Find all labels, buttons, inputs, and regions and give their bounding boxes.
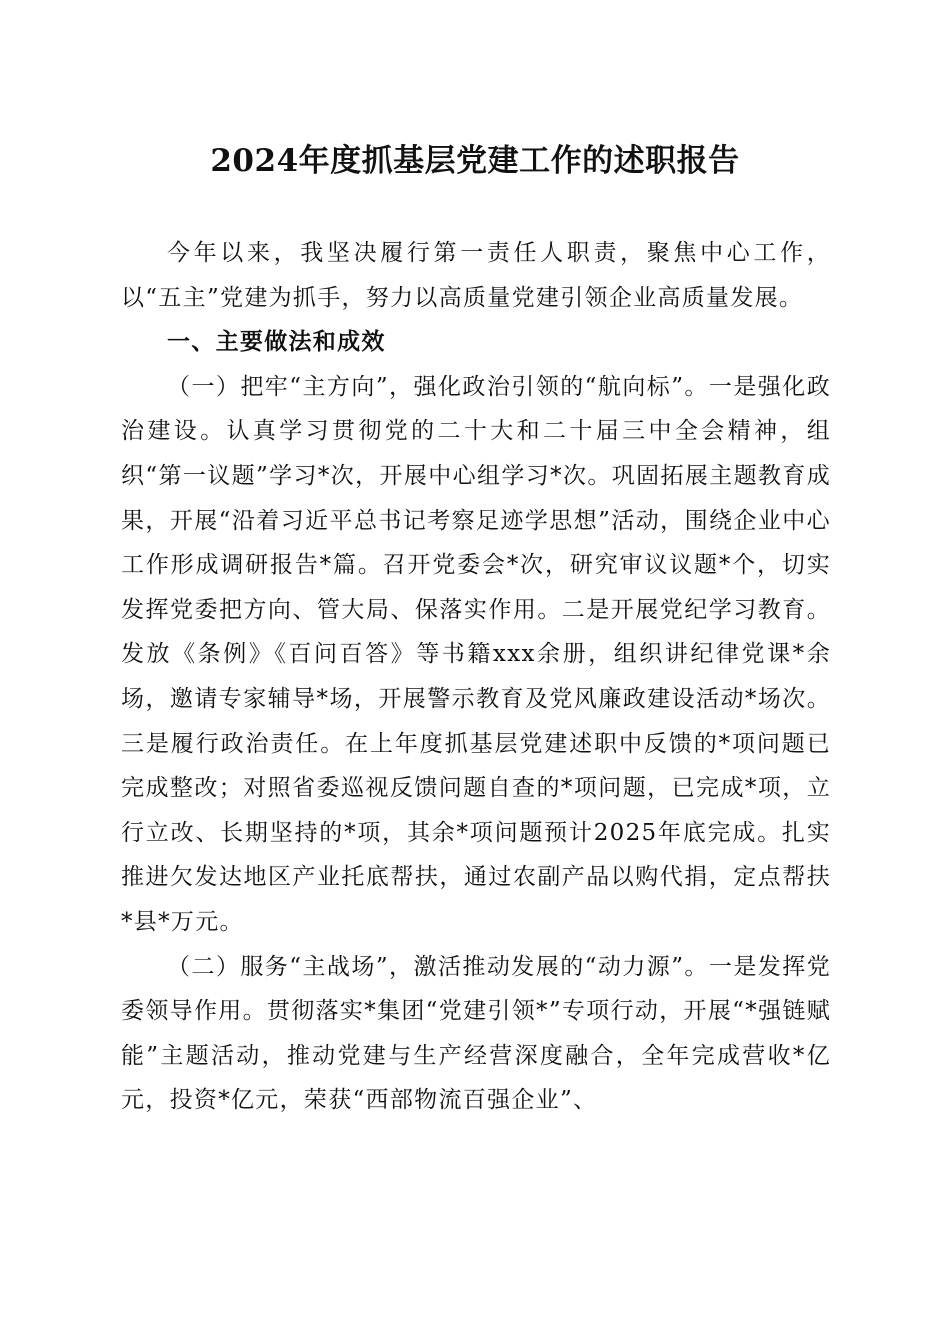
- document-body: [121, 231, 831, 1123]
- section-heading: 一、主要做法和成效: [167, 329, 386, 356]
- body-paragraph: （一）把牢“主方向”，强化政治引领的“航向标”。一是强化政治建设。认真学习贯彻党的二十大和二十届三中全会精神，组织“第一议题”学习*次，开展中心组学习*次。巩固拓展主题教育成果，开展“沿着习近平总书记考察足迹学思想”活动，围绕企业中心工作形成调研报告*篇。召开党委会*次，研究审议议题*个，切实发挥党委把方向、管大局、保落实作用。二是开展党纪学习教育。发放《条例》《百问百答》等书籍xxx余册，组织讲纪律党课*余场，邀请专家辅导*场，开展警示教育及党风廉政建设活动*场次。三是履行政治责任。在上年度抓基层党建述职中反馈的*项问题已完成整改；对照省委巡视反馈问题自查的*项问题，已完成*项，立行立改、长期坚持的*项，其余*项问题预计2025年底完成。扎实推进欠发达地区产业托底帮扶，通过农副产品以购代捐，定点帮扶*县*万元。: [121, 373, 831, 935]
- intro-paragraph: 今年以来，我坚决履行第一责任人职责，聚焦中心工作，以“五主”党建为抓手，努力以高质量党建引领企业高质量发展。: [121, 240, 831, 311]
- body-paragraph: （二）服务“主战场”，激活推动发展的“动力源”。一是发挥党委领导作用。贯彻落实*集团“党建引领*”专项行动，开展“*强链赋能”主题活动，推动党建与生产经营深度融合，全年完成营收*亿元，投资*亿元，荣获“西部物流百强企业”、: [121, 953, 831, 1114]
- document-title: 2024年度抓基层党建工作的述职报告: [210, 143, 740, 179]
